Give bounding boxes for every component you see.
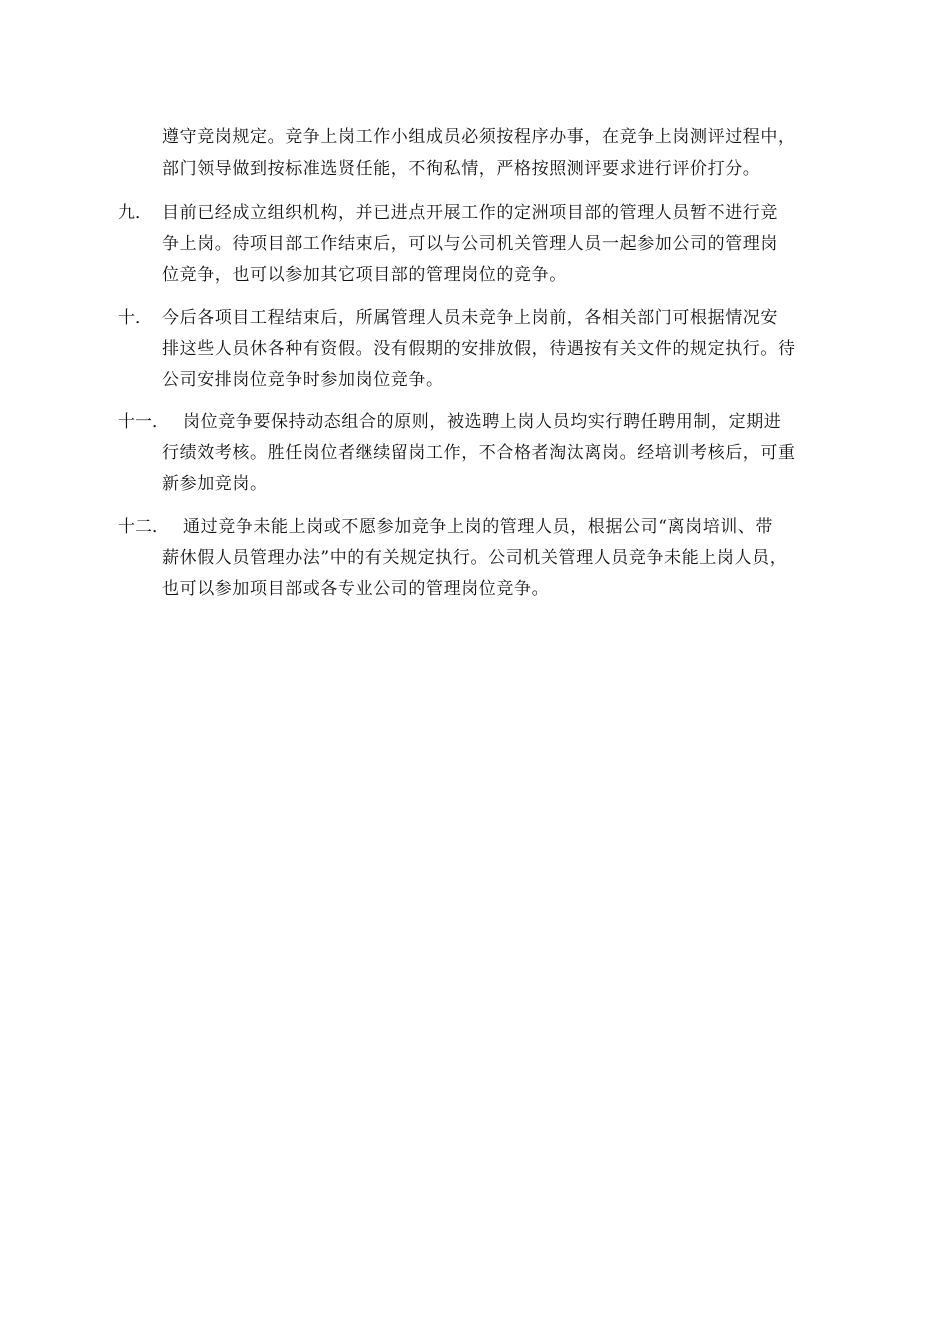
item-10-number: 十．: [118, 308, 152, 328]
item-12-line-3: 也可以参加项目部或各专业公司的管理岗位竞争。: [162, 579, 550, 599]
item-9-line-1: 目前已经成立组织机构，并已进点开展工作的定洲项目部的管理人员暂不进行竞: [162, 203, 778, 223]
paragraph-continuation-line-1: 遵守竞岗规定。竞争上岗工作小组成员必须按程序办事，在竞争上岗测评过程中，: [162, 127, 796, 147]
item-11-line-1: 岗位竞争要保持动态组合的原则，被选聘上岗人员均实行聘任聘用制，定期进: [183, 412, 782, 432]
item-11-line-2: 行绩效考核。胜任岗位者继续留岗工作，不合格者淘汰离岗。经培训考核后，可重: [162, 443, 796, 463]
item-9-number: 九．: [118, 203, 152, 223]
paragraph-continuation-line-2: 部门领导做到按标准选贤任能，不徇私情，严格按照测评要求进行评价打分。: [162, 159, 761, 179]
item-10-line-2: 排这些人员休各种有资假。没有假期的安排放假，待遇按有关文件的规定执行。待: [162, 339, 796, 359]
item-9-line-3: 位竞争，也可以参加其它项目部的管理岗位的竞争。: [162, 265, 567, 285]
item-10-line-3: 公司安排岗位竞争时参加岗位竞争。: [162, 370, 444, 390]
item-12-line-1: 通过竞争未能上岗或不愿参加竞争上岗的管理人员，根据公司“离岗培训、带: [183, 517, 774, 537]
item-12-number: 十二．: [118, 517, 169, 537]
item-11-line-3: 新参加竞岗。: [162, 474, 268, 494]
item-12-line-2: 薪休假人员管理办法”中的有关规定执行。公司机关管理人员竞争未能上岗人员，: [162, 548, 788, 568]
item-10-line-1: 今后各项目工程结束后，所属管理人员未竞争上岗前，各相关部门可根据情况安: [162, 308, 778, 328]
item-11-number: 十一．: [118, 412, 169, 432]
item-9-line-2: 争上岗。待项目部工作结束后，可以与公司机关管理人员一起参加公司的管理岗: [162, 234, 778, 254]
